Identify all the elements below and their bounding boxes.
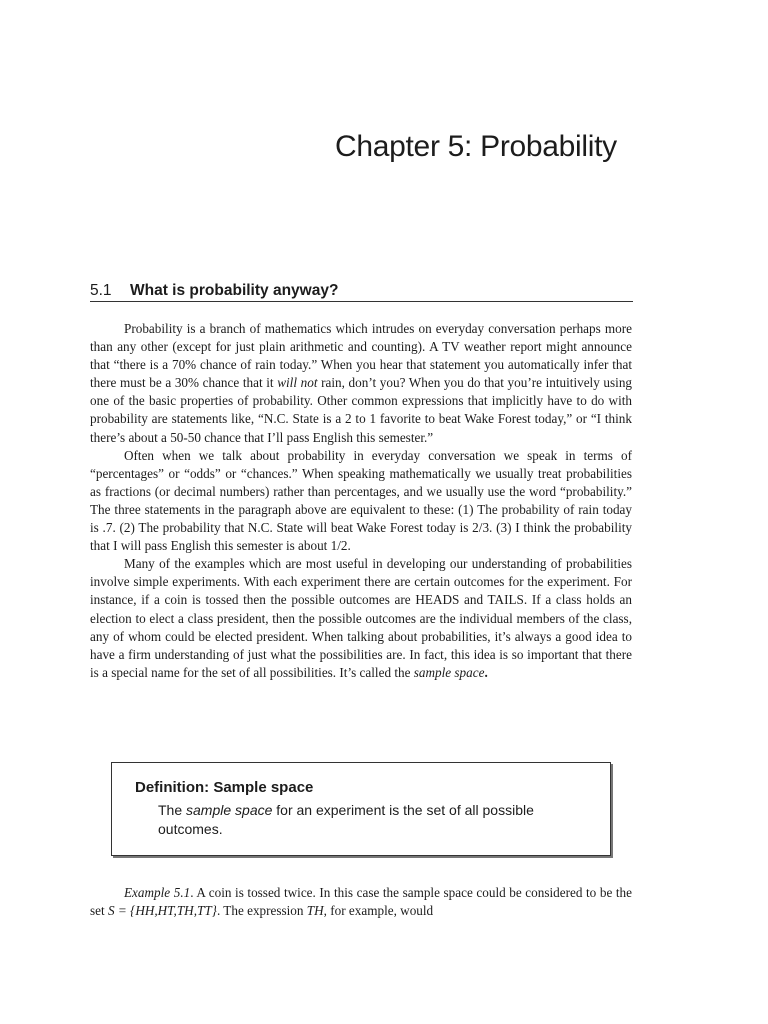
paragraph-1-emphasis: will not [277,375,318,391]
definition-box [111,762,611,856]
chapter-title: Chapter 5: Probability [335,130,617,163]
definition-text-a: The [158,802,187,818]
definition-text [158,801,598,839]
section-title: What is probability anyway? [130,282,339,299]
definition-title: Definition: Sample space [135,779,314,796]
paragraph-3-emphasis: sample space [413,664,485,680]
definition-text-b: for an experiment is the set of all possible outcomes. [158,802,534,837]
example-text-c: , for example, would [323,903,434,919]
paragraph-2: Often when we talk about probability in everyday conversation we speak in terms of “percentages” or “odds” or “chances.” When speaking mathematically we usually treat probabilities as fractions (or decimal numbers) rather than percentages, and we usually use the word “probability.” The three statements in the paragraph above are equivalent to these: (1) The probability of rain today is .7. (2) The probability that N.C. State will beat Wake Forest today is 2/3. (3) I think the probability that I will pass English this semester is about 1/2. [90,447,632,554]
section-heading [90,282,633,302]
paragraph-3-text-a: Many of the examples which are most useful in developing our understanding of probabilities involve simple experiments. With each experiment there are certain outcomes for the experiment. For instance, if a coin is tossed then the possible outcomes are HEADS and TAILS. If a class holds an election to elect a class president, then the possible outcomes are the individual members of the class, any of whom could be elected president. When talking about probabilities, it’s always a good idea to have a firm understanding of just what the possibilities are. In fact, this idea is so important that there is a special name for the set of all possibilities. It’s called the [90,556,632,680]
paragraph-1 [90,320,632,447]
example-text-a: . A coin is tossed twice. In this case the sample space could be considered to be the set [90,885,633,919]
example-label: Example 5.1 [124,885,191,900]
paragraph-1-text-b: rain, don’t you? When you do that you’re intuitively using one of the basic properties of probability. Other common expressions that implicitly have to do with probability are statements like, “N.C. State is a 2 to 1 favorite to beat Wake Forest today,” or “I think there’s about a 50-50 chance that I’ll pass English this semester.” [90,375,633,445]
example-emphasis: TH [306,903,324,919]
paragraph-1-text-a: Probability is a branch of mathematics which intrudes on everyday conversation perhaps more than any other (except for just plain arithmetic and counting). A TV weather report might announce that “there is a 70% chance of rain today.” When you hear that statement you automatically infer that there must be a 30% chance that it [90,321,632,391]
paragraph-3-text-b: . [484,664,488,680]
example-block [90,884,632,920]
example-text-b: . The expression [216,903,307,919]
paragraph-3 [90,555,632,682]
definition-emphasis: sample space [186,802,273,818]
body-text [90,320,632,682]
example-paragraph [90,884,632,920]
section-number: 5.1 [90,282,112,299]
example-set: S = {HH,HT,TH,TT} [107,903,217,919]
